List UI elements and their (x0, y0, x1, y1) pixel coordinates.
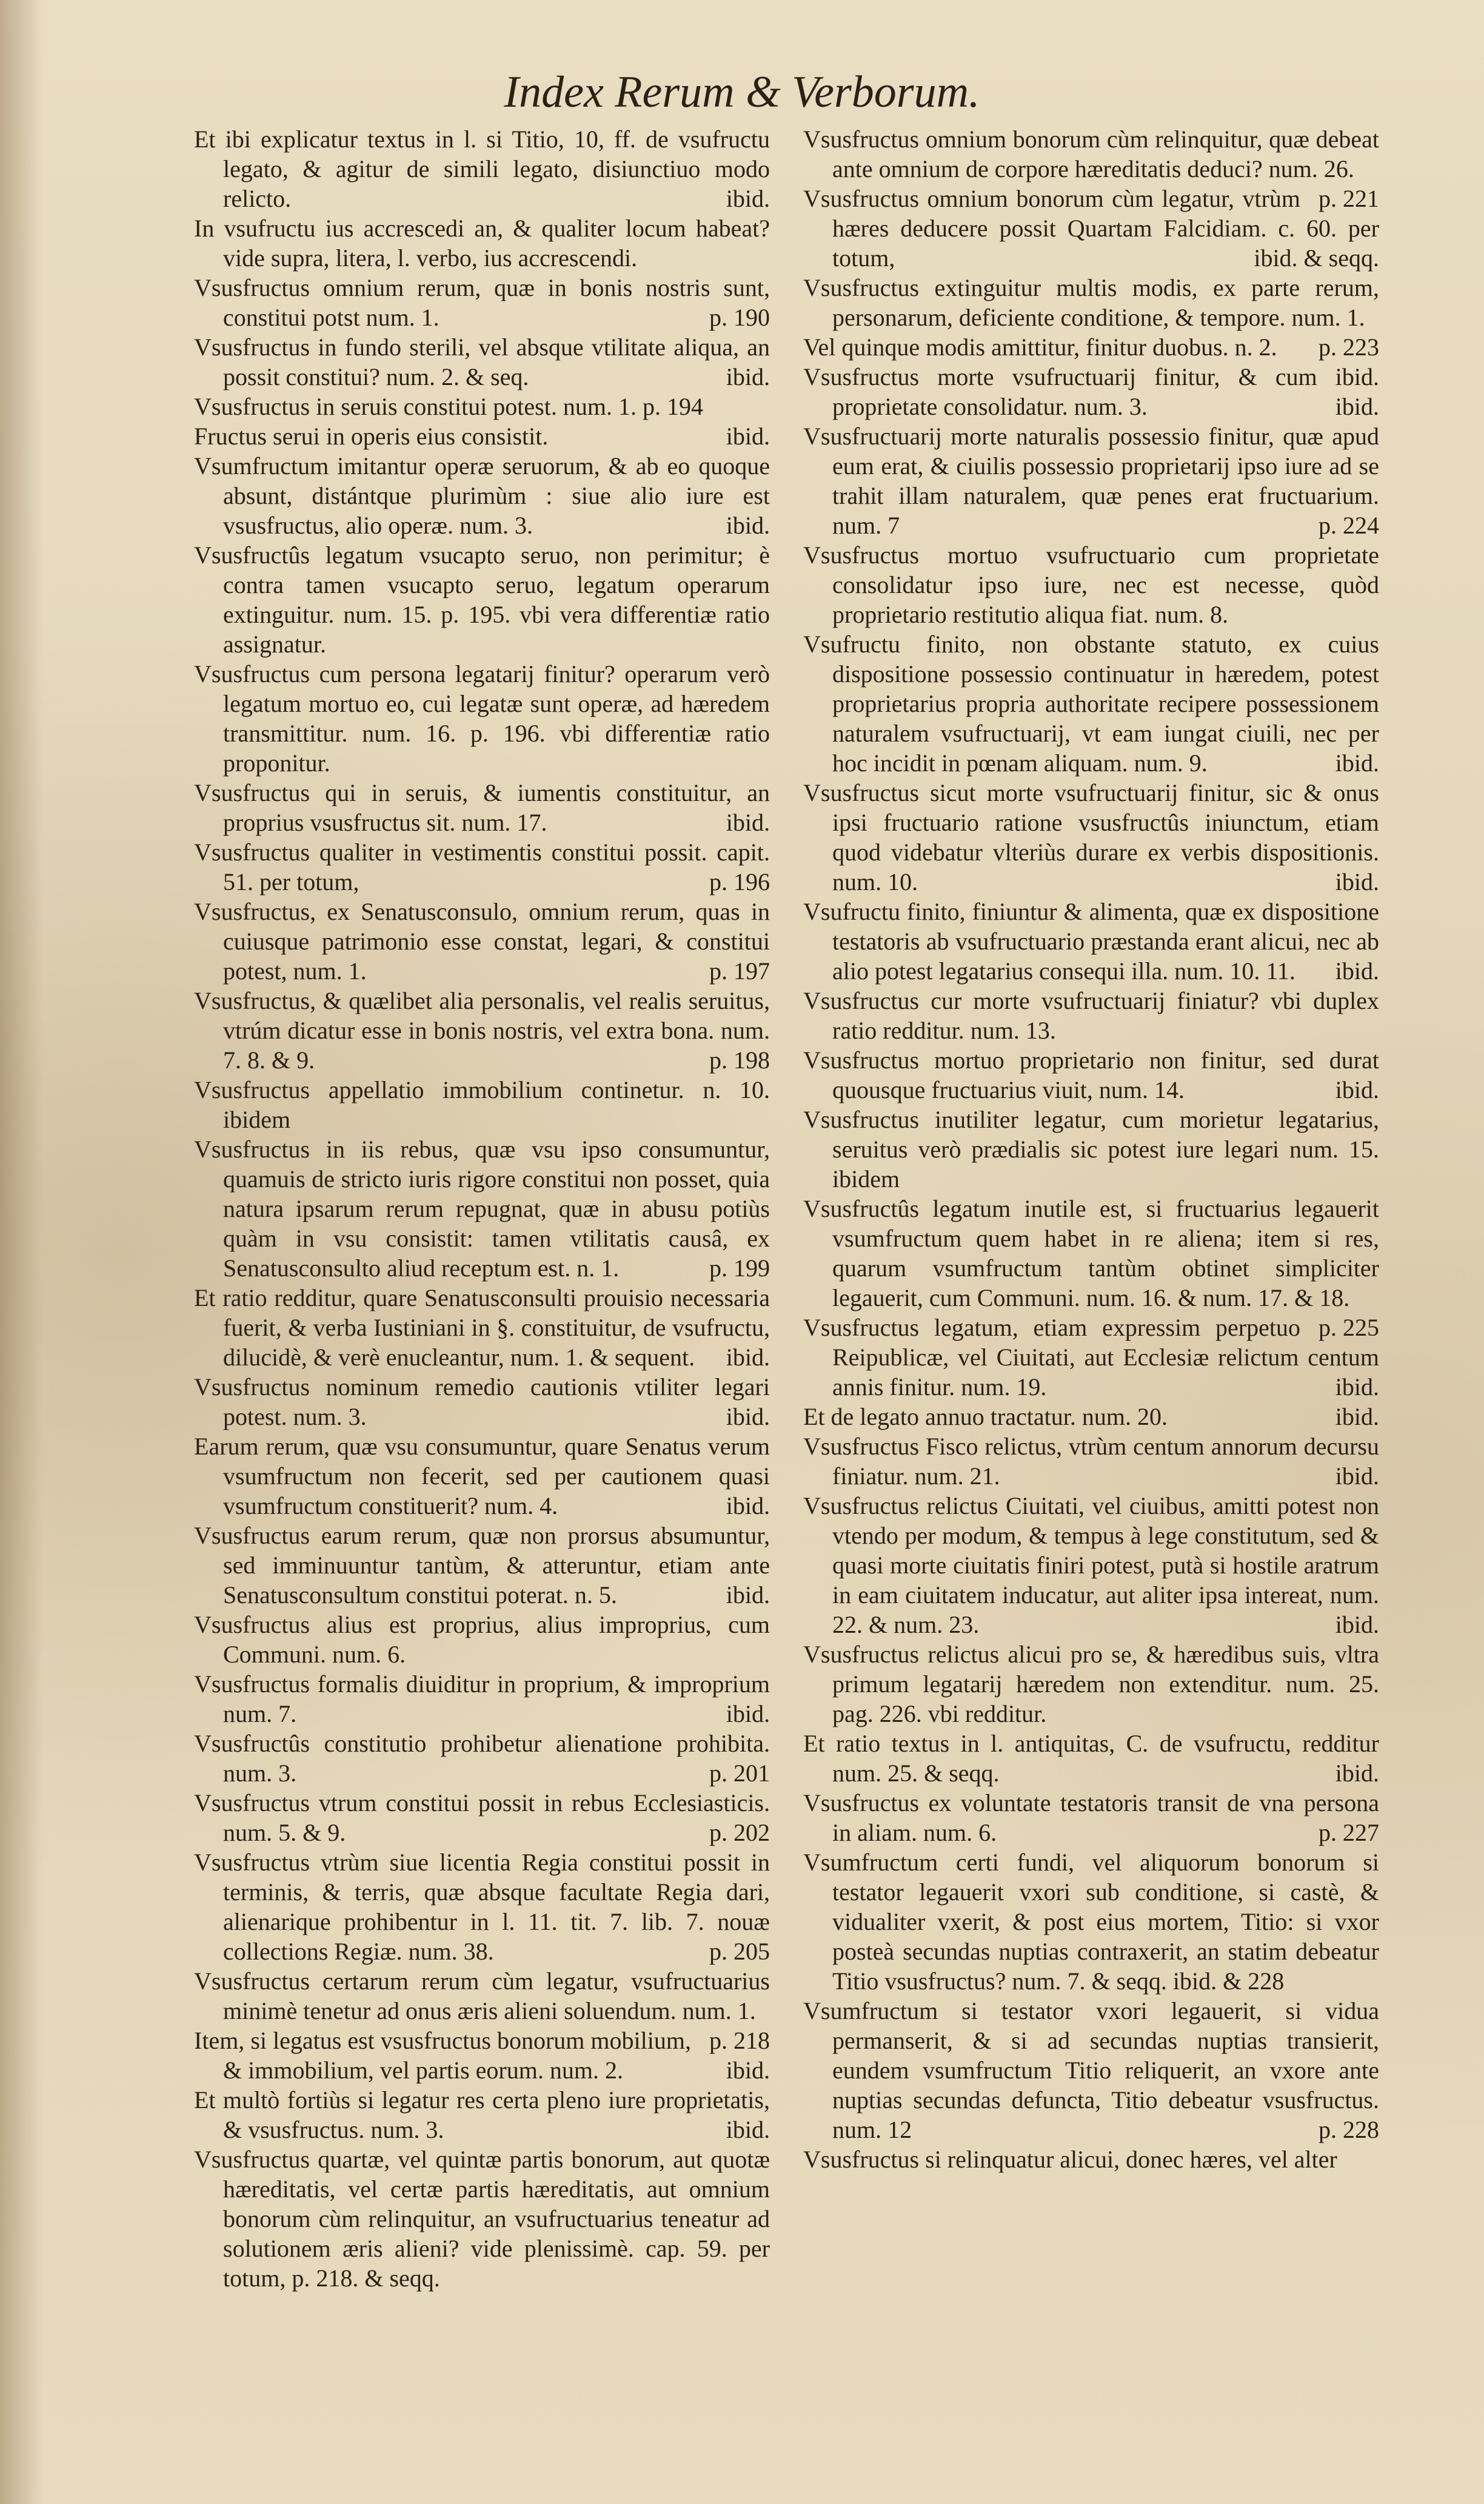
index-entry (803, 1431, 1379, 1491)
entry-page-ref: ibid. (1335, 1373, 1379, 1401)
entry-page-ref: ibid. & seqq. (1254, 244, 1379, 272)
index-entry (194, 1669, 770, 1729)
entry-page-ref: ibid. (1335, 1759, 1379, 1787)
entry-text: Vsusfructus morte vsufructuarij finitur, & cum proprietate consolidatur. num. 3. (803, 363, 1317, 420)
entry-page-ref: ibid. (1335, 393, 1379, 420)
entry-text: Vsusfructus in fundo sterili, vel absque vtilitate aliqua, an possit constitui? num. 2. & seq. (194, 333, 770, 390)
index-entry (803, 1788, 1379, 1847)
entry-page-ref: ibid. (1335, 749, 1379, 777)
index-entry (194, 332, 770, 392)
index-entry (194, 392, 770, 421)
index-entry (194, 1134, 770, 1283)
entry-page-ref: ibid. (726, 363, 770, 390)
entry-text: Vsusfructus certarum rerum cùm legatur, vsufructuarius minimè tenetur ad onus æris alieni soluendum. num. 1. (194, 1967, 770, 2024)
index-entry (803, 778, 1379, 897)
entry-text: Vsumfructum certi fundi, vel aliquorum bonorum si testator legauerit vxori sub conditione, si castè, & vidualiter vxerit, & post eius mortem, Titio: si vxor posteà secundas nuptias contraxerit, an statim debeatur Titio vsusfructus? num. 7. & seqq. ibid. & 228 (803, 1849, 1379, 1995)
index-entry (194, 273, 770, 332)
entry-page-ref: p. 225 (1319, 1314, 1379, 1341)
entry-text: Vsumfructum imitantur operæ seruorum, & ab eo quoque absunt, distántque plurimùm : siue alio iure est vsusfructus, alio operæ. num. 3. (194, 452, 770, 539)
index-entry (194, 1729, 770, 1788)
entry-text: Vsusfructus legatum, etiam expressim perpetuo Reipublicæ, vel Ciuitati, aut Ecclesiæ relictum centum annis finitur. num. 19. (803, 1314, 1379, 1401)
entry-text: Vsusfructus cur morte vsufructuarij finiatur? vbi duplex ratio redditur. num. 13. (803, 987, 1379, 1044)
index-entry (803, 332, 1379, 390)
index-entry (194, 1847, 770, 1966)
left-column (194, 124, 770, 2293)
entry-text: Vsumfructum si testator vxori legauerit, si vidua permanserit, & si ad secundas nuptias transierit, eundem vsumfructum Titio reliquerit, an vxore ante nuptias secundas defuncta, Titio debeatur vsusfructus. num. 12 (803, 1997, 1379, 2143)
entry-text: Vsusfructus vtrùm siue licentia Regia constitui possit in terminis, & terris, quæ absque facultate Regia dari, alienarique prohibentur in l. 11. tit. 7. lib. 7. nouæ collections Regiæ. num. 38. (194, 1849, 770, 1965)
entry-text: Earum rerum, quæ vsu consumuntur, quare Senatus verum vsumfructum non fecerit, sed per cautionem quasi vsumfructum constituerit? num. 4. (194, 1433, 770, 1519)
entry-page-ref: p. 201 (709, 1759, 770, 1787)
index-entry (194, 659, 770, 778)
index-entry (803, 1847, 1379, 1996)
entry-page-ref: p. 224 (1319, 512, 1379, 539)
entry-page-ref: ibid. (1335, 1076, 1379, 1103)
entry-text: Vsusfructus extinguitur multis modis, ex parte rerum, personarum, deficiente conditione, & tempore. num. 1. (803, 274, 1379, 331)
entry-page-ref: ibid. (1335, 1462, 1379, 1490)
index-entry (803, 1105, 1379, 1194)
index-entry (194, 1521, 770, 1610)
entry-page-ref: ibid. (1335, 363, 1379, 390)
entry-page-ref: ibid. (1335, 1403, 1379, 1430)
index-entry (803, 1491, 1379, 1639)
page-edge-shadow (0, 0, 42, 2504)
index-entry (803, 2144, 1379, 2174)
index-entry (803, 1402, 1379, 1431)
entry-text: Vsusfructus si relinquatur alicui, donec hæres, vel alter (803, 2146, 1337, 2173)
entry-text: Vsusfructus qualiter in vestimentis constitui possit. capit. 51. per totum, (194, 839, 770, 895)
entry-text: Fructus serui in operis eius consistit. (194, 423, 549, 450)
page-title: Index Rerum & Verborum. (504, 67, 980, 117)
entry-page-ref: p. 198 (709, 1046, 770, 1074)
index-entry (194, 1075, 770, 1134)
entry-text: Vsusfructus mortuo proprietario non finitur, sed durat quousque fructuarius viuit, num. 14. (803, 1046, 1379, 1103)
index-entry (803, 1194, 1379, 1341)
entry-text: Vsusfructus ex voluntate testatoris transit de vna persona in aliam. num. 6. (803, 1789, 1379, 1846)
entry-text: Vsusfructus, ex Senatusconsulo, omnium rerum, quas in cuiusque patrimonio esse constat, legari, & constitui potest, num. 1. (194, 898, 770, 985)
index-entry (803, 897, 1379, 986)
index-entry (194, 1610, 770, 1669)
entry-page-ref: ibid. (726, 1344, 770, 1371)
entry-page-ref: ibid. (726, 1492, 770, 1519)
entry-page-ref: p. 227 (1319, 1819, 1379, 1846)
entry-text: Vsusfructûs legatum vsucapto seruo, non perimitur; è contra tamen vsucapto seruo, legatum operarum extinguitur. num. 15. p. 195. vbi vera differentiæ ratio assignatur. (194, 541, 770, 658)
entry-text: Vsusfructus qui in seruis, & iumentis constituitur, an proprius vsusfructus sit. num. 17. (194, 779, 770, 836)
index-entry (803, 629, 1379, 778)
index-entry (194, 2144, 770, 2293)
index-entry (803, 540, 1379, 629)
entry-page-ref: ibid. (726, 2057, 770, 2084)
entry-text: Vsusfructus relictus Ciuitati, vel ciuibus, amitti potest non vtendo per modum, & tempus à lege constitutum, sed & quasi morte ciuitatis finiri potest, putà si hostile aratrum in eam ciuitatem inducatur, aut aliter ipsa intereat, num. 22. & num. 23. (803, 1492, 1379, 1638)
index-entry (194, 2026, 770, 2085)
entry-page-ref: ibid. (726, 1700, 770, 1727)
entry-text: Vsusfructus quartæ, vel quintæ partis bonorum, aut quotæ hæreditatis, vel certæ partis hæreditatis, aut omnium bonorum cùm relinquitur, an vsufructuarius teneatur ad solutionem æris alieni? vide plenissimè. cap. 59. per totum, p. 218. & seqq. (194, 2146, 770, 2292)
entry-page-ref: p. 205 (709, 1938, 770, 1965)
entry-page-ref: ibid. (726, 2116, 770, 2143)
entry-text: Vsusfructus alius est proprius, alius improprius, cum Communi. num. 6. (194, 1611, 770, 1668)
entry-page-ref: ibid. (1335, 957, 1379, 985)
index-entry (803, 1639, 1379, 1729)
index-entry (194, 124, 770, 213)
entry-text: Vsusfructus earum rerum, quæ non prorsus absumuntur, sed imminuuntur tantùm, & atteruntur, etiam ante Senatusconsultum constitui poterat. n. 5. (194, 1522, 770, 1609)
entry-page-ref: p. 196 (709, 868, 770, 895)
entry-page-ref: p. 202 (709, 1819, 770, 1846)
entry-text: Vsufructu finito, finiuntur & alimenta, quæ ex dispositione testatoris ab vsufructuario præstanda erant alicui, nec ab alio potest legatarius consequi illa. num. 10. 11. (803, 898, 1379, 985)
index-entry (803, 184, 1379, 273)
entry-page-ref: p. 228 (1319, 2116, 1379, 2143)
entry-text: Vsusfructus inutiliter legatur, cum morietur legatarius, seruitus verò prædialis sic potest iure legari num. 15. ibidem (803, 1106, 1379, 1193)
entry-text: Vsusfructus omnium bonorum cùm legatur, vtrùm hæres deducere possit Quartam Falcidiam. c. 60. per totum, (803, 185, 1379, 272)
entry-page-ref: ibid. (1335, 868, 1379, 895)
index-entry (194, 1788, 770, 1847)
index-entry (194, 897, 770, 986)
index-entry (803, 1045, 1379, 1105)
entry-text: Vsufructu finito, non obstante statuto, ex cuius dispositione possessio continuatur in hæredem, potest proprietarius propria authoritate recipere possessionem naturalem vsufructuarij, vt eam iungat ciuili, nec per hoc incidit in pœnam aliquam. num. 9. (803, 631, 1379, 777)
index-entry (194, 1431, 770, 1521)
index-entry (194, 2085, 770, 2144)
index-entry (803, 421, 1379, 540)
entry-text: Vsusfructûs constitutio prohibetur alienatione prohibita. num. 3. (194, 1730, 770, 1787)
entry-page-ref: p. 223 (1319, 333, 1379, 361)
entry-text: Vsusfructus cum persona legatarij finitur? operarum verò legatum mortuo eo, cui legatæ sunt operæ, ad hæredem transmittitur. num. 16. p. 196. vbi differentiæ ratio proponitur. (194, 660, 770, 777)
entry-page-ref: ibid. (726, 1403, 770, 1430)
entry-page-ref: ibid. (726, 1581, 770, 1609)
entry-text: Et ratio redditur, quare Senatusconsulti prouisio necessaria fuerit, & verba Iustiniani in §. constituitur, de vsufructu, dilucidè, & verè enucleantur, num. 1. & sequent. (194, 1284, 770, 1371)
entry-text: Vsusfructus omnium rerum, quæ in bonis nostris sunt, constitui potst num. 1. (194, 274, 770, 331)
entry-page-ref: ibid. (726, 423, 770, 450)
entry-page-ref: p. 199 (709, 1254, 770, 1282)
entry-page-ref: ibid. (1335, 1611, 1379, 1638)
entry-text: Vsusfructuarij morte naturalis possessio finitur, quæ apud eum erat, & ciuilis possessio proprietarij ipso iure ad se trahit illam naturalem, quæ penes erat fructuarium. num. 7 (803, 423, 1379, 539)
index-entry (194, 1283, 770, 1372)
index-entry (194, 213, 770, 273)
index-entry (194, 986, 770, 1075)
index-entry (803, 986, 1379, 1045)
index-entry (194, 1966, 770, 2054)
entry-text: Vsusfructus in seruis constitui potest. num. 1. p. 194 (194, 393, 703, 420)
index-entry (803, 124, 1379, 212)
entry-text: Vsusfructus nominum remedio cautionis vtiliter legari potest. num. 3. (194, 1373, 770, 1430)
right-column (803, 124, 1379, 2174)
index-entry (194, 540, 770, 659)
entry-text: Vsusfructus Fisco relictus, vtrùm centum annorum decursu finiatur. num. 21. (803, 1433, 1379, 1490)
entry-text: Vsusfructus appellatio immobilium continetur. n. 10. ibidem (194, 1076, 770, 1133)
entry-text: Vsusfructus sicut morte vsufructuarij finitur, sic & onus ipsi fructuario ratione vsusfructûs iniunctum, etiam quod videbatur vlteriùs durare ex verbis dispositionis. num. 10. (803, 779, 1379, 895)
entry-text: In vsufructu ius accrescedi an, & qualiter locum habeat? vide supra, litera, l. verbo, ius accrescendi. (194, 215, 770, 272)
entry-page-ref: ibid. (726, 185, 770, 212)
index-entry (194, 837, 770, 897)
index-entry (803, 362, 1379, 421)
index-entry (194, 451, 770, 540)
entry-text: Et de legato annuo tractatur. num. 20. (803, 1403, 1168, 1430)
index-entry (194, 778, 770, 837)
index-entry (194, 421, 770, 451)
entry-text: Vel quinque modis amittitur, finitur duobus. n. 2. (803, 333, 1277, 361)
index-entry (803, 1729, 1379, 1788)
entry-text: Vsusfructus in iis rebus, quæ vsu ipso consumuntur, quamuis de stricto iuris rigore constitui non posset, quia natura ipsarum rerum repugnat, quæ in abusu potiùs quàm in vsu consistit: tamen vtilitatis causâ, ex Senatusconsulto aliud receptum est. n. 1. (194, 1136, 770, 1282)
entry-page-ref: ibid. (726, 809, 770, 836)
entry-text: Vsusfructus, & quælibet alia personalis, vel realis seruitus, vtrúm dicatur esse in bonis nostris, vel extra bona. num. 7. 8. & 9. (194, 987, 770, 1074)
entry-text: Vsusfructus formalis diuiditur in proprium, & improprium num. 7. (194, 1670, 770, 1727)
entry-text: Et multò fortiùs si legatur res certa pleno iure proprietatis, & vsusfructus. num. 3. (194, 2086, 770, 2143)
entry-text: Vsusfructus omnium bonorum cùm relinquitur, quæ debeat ante omnium de corpore hæreditatis deduci? num. 26. (803, 126, 1379, 182)
entry-text: Et ibi explicatur textus in l. si Titio, 10, ff. de vsufructu legato, & agitur de simili legato, disiunctiuo modo relicto. (194, 126, 770, 212)
entry-text: Vsusfructus vtrum constitui possit in rebus Ecclesiasticis. num. 5. & 9. (194, 1789, 770, 1846)
entry-page-ref: ibid. (726, 512, 770, 539)
entry-text: Vsusfructus relictus alicui pro se, & hæredibus suis, vltra primum legatarij hæredem non extenditur. num. 25. pag. 226. vbi redditur. (803, 1641, 1379, 1727)
index-entry (803, 1996, 1379, 2144)
entry-page-ref: p. 190 (709, 304, 770, 331)
entry-page-ref: p. 197 (709, 957, 770, 985)
entry-text: Et ratio textus in l. antiquitas, C. de vsufructu, redditur num. 25. & seqq. (803, 1730, 1379, 1787)
entry-page-ref: p. 218 (709, 2027, 770, 2054)
index-entry (194, 1372, 770, 1431)
entry-text: Item, si legatus est vsusfructus bonorum mobilium, & immobilium, vel partis eorum. num. 2. (194, 2027, 691, 2084)
index-entry (803, 1313, 1379, 1402)
entry-page-ref: p. 221 (1319, 185, 1379, 212)
entry-text: Vsusfructus mortuo vsufructuario cum proprietate consolidatur ipso iure, nec est necesse, quòd proprietario restitutio aliqua fiat. num. 8. (803, 541, 1379, 628)
entry-text: Vsusfructûs legatum inutile est, si fructuarius legauerit vsumfructum quem habet in re aliena; item si res, quarum vsumfructum tantùm obtinet simpliciter legauerit, cum Communi. num. 16. & num. 17. & 18. (803, 1195, 1379, 1311)
